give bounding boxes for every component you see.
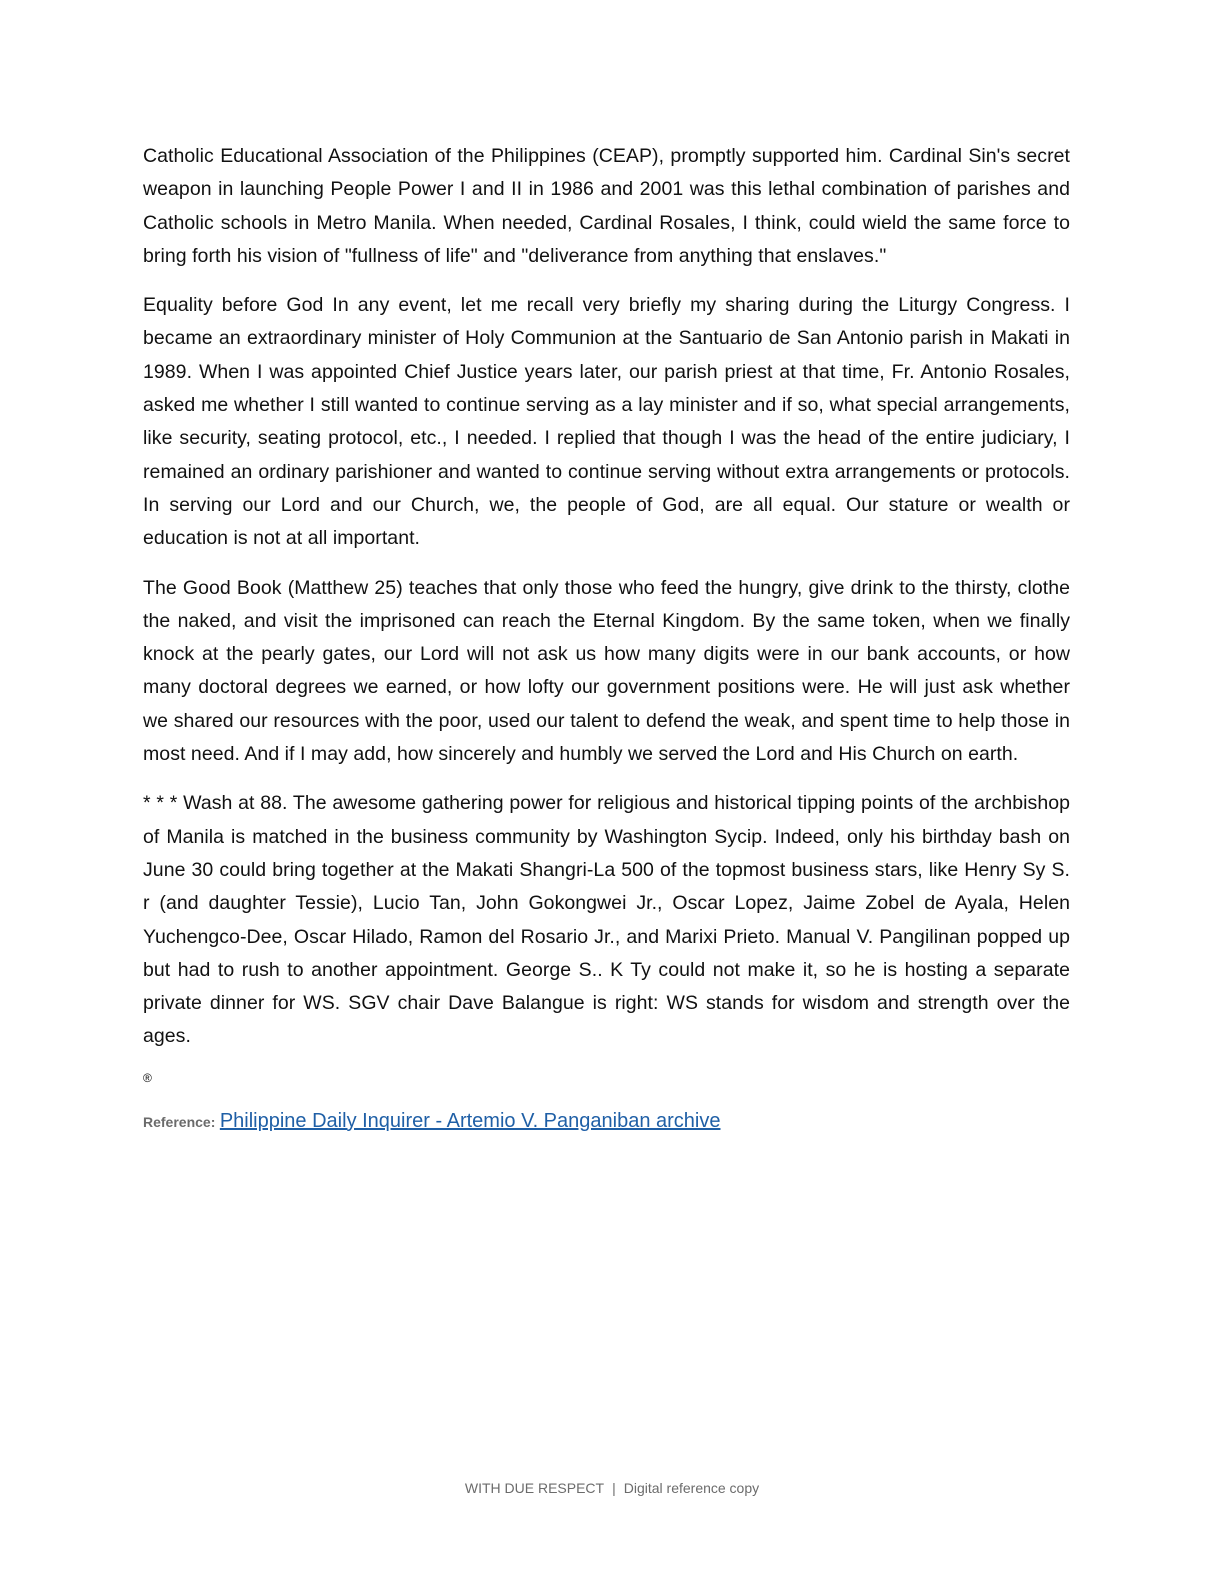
- reference-line: [143, 1108, 1070, 1136]
- paragraph-4: * * * Wash at 88. The awesome gathering power for religious and historical tipping points of the archbishop of Manila is matched in the business community by Washington Sycip. Indeed, only his birthday bash on June 30 could bring together at the Makati Shangri-La 500 of the topmost business stars, like Henry Sy S. r (and daughter Tessie), Lucio Tan, John Gokongwei Jr., Oscar Lopez, Jaime Zobel de Ayala, Helen Yuchengco-Dee, Oscar Hilado, Ramon del Rosario Jr., and Marixi Prieto. Manual V. Pangilinan popped up but had to rush to another appointment. George S.. K Ty could not make it, so he is hosting a separate private dinner for WS. SGV chair Dave Balangue is right: WS stands for wisdom and strength over the ages.: [143, 792, 1070, 1048]
- reference-link[interactable]: Philippine Daily Inquirer - Artemio V. Panganiban archive: [219, 1109, 721, 1132]
- end-mark-symbol: ®: [143, 1070, 152, 1085]
- reference-label: Reference:: [143, 1113, 216, 1130]
- paragraph-1: Catholic Educational Association of the Philippines (CEAP), promptly supported him. Cardinal Sin's secret weapon in launching People Power I and II in 1986 and 2001 was this lethal combination of parishes and Catholic schools in Metro Manila. When needed, Cardinal Rosales, I think, could wield the same force to bring forth his vision of "fullness of life" and "deliverance from anything that enslaves.": [143, 145, 1070, 267]
- paragraph-3: The Good Book (Matthew 25) teaches that only those who feed the hungry, give drink to the thirsty, clothe the naked, and visit the imprisoned can reach the Eternal Kingdom. By the same token, when we finally knock at the pearly gates, our Lord will not ask us how many digits were in our bank accounts, or how many doctoral degrees we earned, or how lofty our government positions were. He will just ask whether we shared our resources with the poor, used our talent to defend the weak, and spent time to help those in most need. And if I may add, how sincerely and humbly we served the Lord and His Church on earth.: [143, 576, 1070, 766]
- page-footer: [0, 1480, 1224, 1496]
- footer-separator: |: [612, 1480, 616, 1496]
- article-body: [143, 140, 1070, 1136]
- paragraph-2: Equality before God In any event, let me recall very briefly my sharing during the Liturgy Congress. I became an extraordinary minister of Holy Communion at the Santuario de San Antonio parish in Makati in 1989. When I was appointed Chief Justice years later, our parish priest at that time, Fr. Antonio Rosales, asked me whether I still wanted to continue serving as a lay minister and if so, what special arrangements, like security, seating protocol, etc., I needed. I replied that though I was the head of the entire judiciary, I remained an ordinary parishioner and wanted to continue serving without extra arrangements or protocols. In serving our Lord and our Church, we, the people of God, are all equal. Our stature or wealth or education is not at all important.: [143, 294, 1070, 550]
- footer-publication-name: WITH DUE RESPECT: [464, 1480, 605, 1496]
- footer-copy-note: Digital reference copy: [623, 1480, 760, 1496]
